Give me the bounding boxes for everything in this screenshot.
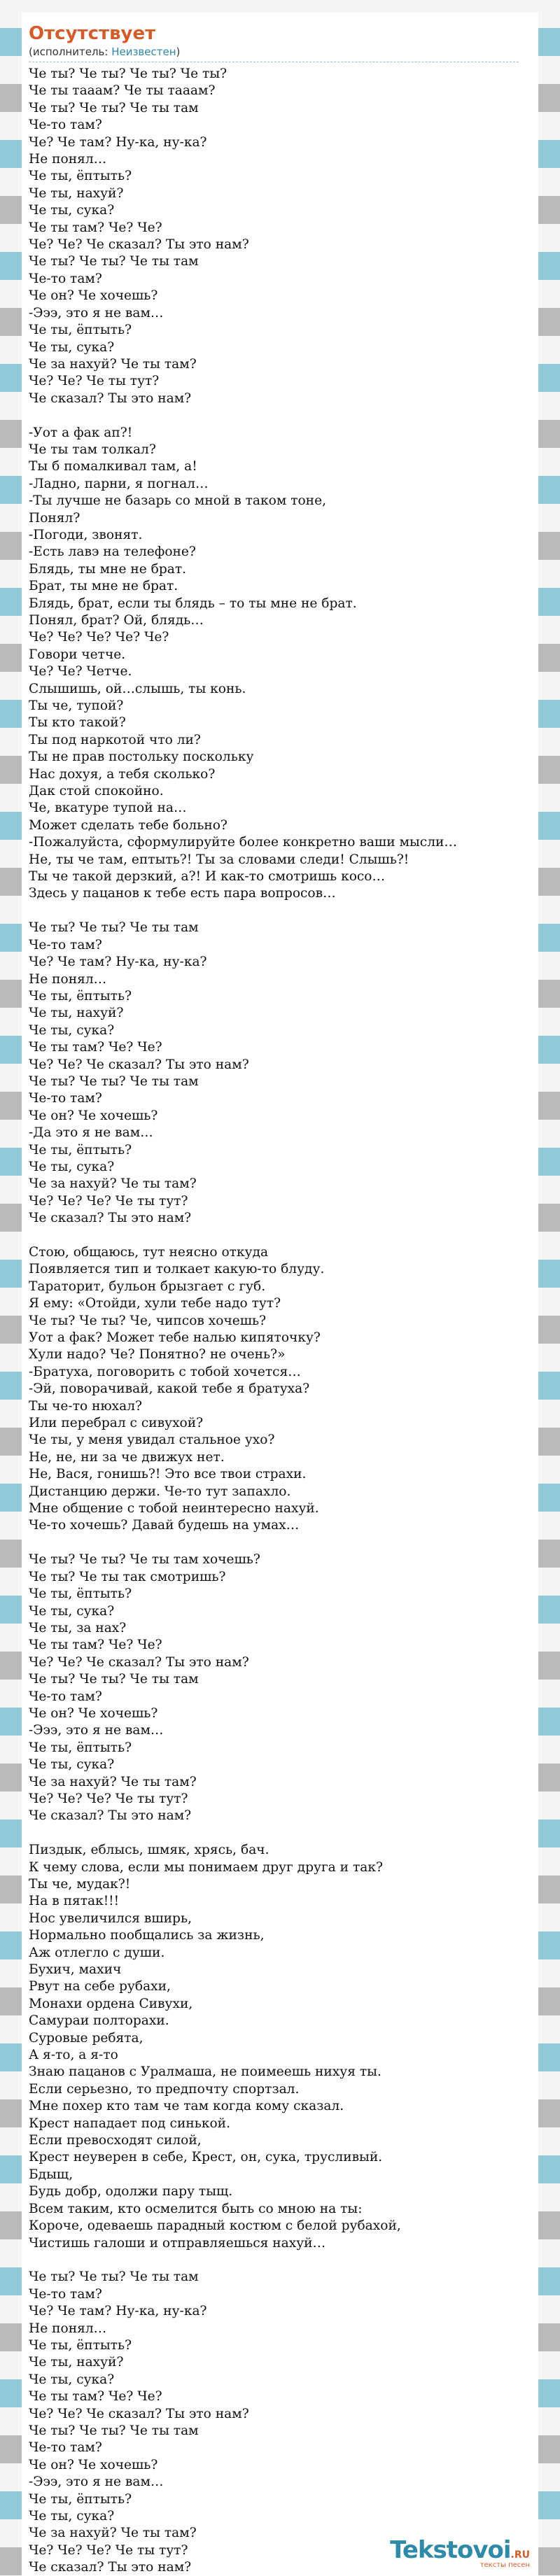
- lyrics-line: Че сказал? Ты это нам?: [29, 1211, 192, 1226]
- lyrics-line: Хули надо? Че? Понятно? не очень?»: [29, 1347, 286, 1363]
- lyrics-line: Че? Че? Че ты тут?: [29, 374, 160, 389]
- lyrics-line: Дак стой спокойно.: [29, 784, 164, 799]
- lyrics-line: Че он? Че хочешь?: [29, 1108, 158, 1123]
- artist-link[interactable]: Неизвестен: [111, 45, 176, 58]
- lyrics-line: Не, Вася, гонишь?! Это все твои страхи.: [29, 1467, 307, 1482]
- lyrics-line: Ты не прав постольку поскольку: [29, 749, 254, 765]
- lyrics-line: Аж отлегло с души.: [29, 1945, 165, 1960]
- lyrics-line: Че ты? Че ты? Че ты там: [29, 2423, 199, 2438]
- lyrics-line: Рвут на себе рубахи,: [29, 1979, 171, 1994]
- lyrics-line: Че ты там? Че? Че?: [29, 2389, 162, 2405]
- lyrics-line: Че ты? Че ты? Че ты? Че ты?: [29, 66, 227, 81]
- lyrics-line: Че ты? Че ты? Че ты там: [29, 1672, 199, 1687]
- lyrics-line: Или перебрал с сивухой?: [29, 1416, 204, 1431]
- lyrics-line: -Братуха, поговорить с тобой хочется…: [29, 1364, 301, 1379]
- lyrics-line: Че ты, сука?: [29, 2372, 115, 2387]
- lyrics-line: Не, ты че там, ептыть?! Ты за словами следи! Слышь?!: [29, 852, 410, 867]
- lyrics-line: Че? Че? Че сказал? Ты это нам?: [29, 237, 249, 253]
- lyrics-stanza: [29, 1551, 531, 1825]
- lyrics-line: Че? Че? Че? Че ты тут?: [29, 2542, 188, 2558]
- logo-domain: .RU: [510, 2549, 530, 2561]
- lyrics-line: Че ты, сука?: [29, 339, 115, 355]
- lyrics-line: Че он? Че хочешь?: [29, 288, 158, 304]
- lyrics-line: Всем таким, кто осмелится быть со мною на ты:: [29, 2201, 363, 2216]
- lyrics-line: Понял?: [29, 510, 80, 526]
- lyrics-line: Крест нападает под синькой.: [29, 2116, 230, 2131]
- lyrics-line: Че-то там?: [29, 1091, 102, 1106]
- lyrics-line: Ты че-то нюхал?: [29, 1398, 143, 1414]
- lyrics-line: Ты под наркотой что ли?: [29, 732, 201, 747]
- lyrics-line: -Эээ, это я не вам…: [29, 305, 164, 321]
- lyrics-line: Че сказал? Ты это нам?: [29, 1808, 192, 1824]
- lyrics-line: Че ты, ёптыть?: [29, 2491, 132, 2507]
- lyrics-line: Че? Че там? Ну-ка, ну-ка?: [29, 955, 207, 970]
- lyrics-line: Че сказал? Ты это нам?: [29, 390, 192, 406]
- lyrics-line: Че-то хочешь? Давай будешь на умах…: [29, 1518, 300, 1533]
- lyrics-line: Нос увеличился вширь,: [29, 1910, 192, 1926]
- lyrics-line: Че ты, ёптыть?: [29, 323, 132, 338]
- lyrics-line: Может сделать тебе больно?: [29, 817, 227, 833]
- lyrics-line: Че? Че там? Ну-ка, ну-ка?: [29, 2304, 207, 2319]
- lyrics-line: Бухич, махич: [29, 1962, 122, 1978]
- lyrics-line: Че ты, ёптыть?: [29, 1740, 132, 1755]
- lyrics-line: Че ты, у меня увидал стальное ухо?: [29, 1433, 275, 1448]
- lyrics-line: Че ты, сука?: [29, 2509, 115, 2524]
- lyrics-line: Стою, общаюсь, тут неясно откуда: [29, 1244, 269, 1260]
- lyrics-line: Че сказал? Ты это нам?: [29, 2560, 192, 2575]
- logo-text: Tekstovoi: [390, 2536, 511, 2564]
- lyrics-line: Че ты? Че ты? Че, чипсов хочешь?: [29, 1313, 267, 1328]
- lyrics-line: Блядь, ты мне не брат.: [29, 561, 187, 577]
- logo-tagline: тексты песен: [479, 2561, 530, 2569]
- lyrics-line: Появляется тип и толкает какую-то блуду.: [29, 1262, 325, 1277]
- lyrics-line: А я-то, а я-то: [29, 2048, 118, 2063]
- lyrics-line: Че за нахуй? Че ты там?: [29, 1176, 197, 1192]
- lyrics-line: -Ты лучше не базарь со мной в таком тоне,: [29, 493, 326, 509]
- lyrics-line: Если серьезно, то предпочту спортзал.: [29, 2081, 300, 2097]
- lyrics-line: Че ты, ёптыть?: [29, 1142, 132, 1157]
- lyrics-stanza: [29, 920, 531, 1227]
- lyrics-stanza: [29, 2269, 531, 2576]
- lyrics-line: Че, вкатуре тупой на…: [29, 801, 187, 816]
- lyrics-line: Че ты там? Че? Че?: [29, 1638, 162, 1653]
- lyrics-line: Че ты, ёптыть?: [29, 1586, 132, 1602]
- lyrics-line: Мне общение с тобой неинтересно нахуй.: [29, 1501, 319, 1516]
- lyrics-line: Че? Че? Че? Че ты тут?: [29, 1791, 188, 1806]
- lyrics-line: Че ты? Че ты? Че ты там: [29, 2269, 199, 2285]
- lyrics-line: Понял, брат? Ой, блядь…: [29, 612, 204, 628]
- lyrics-line: Будь добр, одолжи пару тыщ.: [29, 2184, 233, 2200]
- lyrics-line: Че ты, сука?: [29, 1022, 115, 1038]
- lyrics-line: Я ему: «Отойди, хули тебе надо тут?: [29, 1296, 281, 1311]
- lyrics-line: Че-то там?: [29, 2440, 102, 2456]
- lyrics-line: Че ты там? Че? Че?: [29, 1040, 162, 1055]
- site-logo[interactable]: [390, 2536, 530, 2569]
- lyrics-line: Че? Че? Че? Че? Че?: [29, 630, 169, 645]
- lyrics-line: -Эй, поворачивай, какой тебе я братуха?: [29, 1381, 310, 1397]
- lyrics-line: Ты че, тупой?: [29, 698, 124, 714]
- lyrics-line: Че? Че там? Ну-ка, ну-ка?: [29, 134, 207, 150]
- lyrics-line: Ты че такой дерзкий, а?! И как-то смотришь косо…: [29, 869, 386, 885]
- lyrics-line: -Да это я не вам…: [29, 1125, 153, 1141]
- lyrics-line: Знаю пацанов с Уралмаша, не поимеешь нихуя ты.: [29, 2064, 382, 2080]
- lyrics-line: Говори четче.: [29, 647, 126, 662]
- lyrics-line: Чистишь галоши и отправляешься нахуй…: [29, 2235, 326, 2251]
- lyrics-page: [22, 13, 538, 2576]
- lyrics-line: Монахи ордена Сивухи,: [29, 1996, 193, 2011]
- song-subtitle: [29, 45, 519, 62]
- subtitle-prefix: (исполнитель:: [29, 45, 112, 58]
- lyrics-line: Ты б помалкивал там, а!: [29, 459, 197, 474]
- lyrics-line: Мне похер кто там че там когда кому сказал.: [29, 2099, 344, 2114]
- lyrics-line: Че ты тааам? Че ты тааам?: [29, 83, 216, 99]
- lyrics-line: Не понял…: [29, 152, 107, 167]
- lyrics-line: Дистанцию держи. Че-то тут запахло.: [29, 1484, 291, 1499]
- lyrics-line: Че он? Че хочешь?: [29, 1705, 158, 1721]
- lyrics-line: Че-то там?: [29, 1689, 102, 1704]
- lyrics-line: Че за нахуй? Че ты там?: [29, 2526, 197, 2541]
- lyrics-line: Че? Че? Че сказал? Ты это нам?: [29, 1057, 249, 1072]
- lyrics-line: -Уот а фак ап?!: [29, 425, 133, 440]
- lyrics-line: Че ты, сука?: [29, 1603, 115, 1619]
- lyrics-line: Самураи полторахи.: [29, 2013, 169, 2029]
- lyrics-line: К чему слова, если мы понимаем друг друга и так?: [29, 1859, 383, 1875]
- lyrics-stanza: [29, 425, 531, 903]
- lyrics-line: Че ты, нахуй?: [29, 185, 124, 201]
- lyrics-line: -Пожалуйста, сформулируйте более конкретно ваши мысли…: [29, 835, 457, 850]
- lyrics-line: Че ты, сука?: [29, 203, 115, 218]
- lyrics-line: Че ты, за нах?: [29, 1620, 127, 1635]
- lyrics-line: Крест неуверен в себе, Крест, он, сука, трусливый.: [29, 2150, 383, 2165]
- song-header: [22, 13, 538, 62]
- lyrics-line: Че ты, ёптыть?: [29, 169, 132, 184]
- lyrics-line: -Эээ, это я не вам…: [29, 1723, 164, 1738]
- lyrics-line: Не понял…: [29, 971, 107, 987]
- lyrics-stanza: [29, 66, 531, 407]
- lyrics-line: Че ты? Че ты? Че ты там: [29, 100, 199, 115]
- lyrics-line: Че ты? Че ты? Че ты там хочешь?: [29, 1552, 260, 1568]
- lyrics-line: -Ладно, парни, я погнал…: [29, 476, 209, 491]
- lyrics-line: Бдыщ,: [29, 2167, 74, 2182]
- lyrics-line: Че? Че? Че сказал? Ты это нам?: [29, 1654, 249, 1670]
- lyrics-line: На в пятак!!!: [29, 1894, 120, 1909]
- subtitle-suffix: ): [176, 45, 181, 58]
- lyrics-line: Че ты, сука?: [29, 1159, 115, 1174]
- lyrics-line: Че ты? Че ты? Че ты там: [29, 254, 199, 269]
- lyrics-line: Не понял…: [29, 2321, 107, 2336]
- lyrics-line: -Есть лавэ на телефоне?: [29, 544, 196, 560]
- lyrics-line: Нас дохуя, а тебя сколько?: [29, 766, 216, 782]
- lyrics-line: Че ты там толкал?: [29, 442, 156, 457]
- lyrics-line: -Эээ, это я не вам…: [29, 2475, 164, 2490]
- lyrics-line: Уот а фак? Может тебе налью кипяточку?: [29, 1330, 321, 1346]
- lyrics-line: Че за нахуй? Че ты там?: [29, 356, 197, 372]
- lyrics-line: Че ты? Че ты? Че ты там: [29, 1074, 199, 1089]
- lyrics-line: Че ты, ёптыть?: [29, 988, 132, 1004]
- lyrics-line: Че-то там?: [29, 118, 102, 133]
- song-title: Отсутствует: [29, 23, 156, 44]
- lyrics-stanza: [29, 1842, 531, 2252]
- lyrics-line: Тараторит, бульон брызгает с губ.: [29, 1279, 266, 1294]
- lyrics-line: Че? Че? Че? Че ты тут?: [29, 1193, 188, 1209]
- lyrics-line: Че ты? Че ты так смотришь?: [29, 1569, 226, 1584]
- lyrics-line: Че-то там?: [29, 2286, 102, 2302]
- lyrics-line: Че-то там?: [29, 271, 102, 286]
- lyrics-line: -Погоди, звонят.: [29, 527, 143, 542]
- lyrics-line: Ты кто такой?: [29, 715, 126, 731]
- lyrics-line: Нормально пообщались за жизнь,: [29, 1928, 265, 1943]
- lyrics-line: Че ты, нахуй?: [29, 2355, 124, 2370]
- lyrics-line: Че ты? Че ты? Че ты там: [29, 920, 199, 936]
- lyrics-line: Че? Че? Че сказал? Ты это нам?: [29, 2406, 249, 2421]
- lyrics-line: Че-то там?: [29, 937, 102, 952]
- lyrics-line: Здесь у пацанов к тебе есть пара вопросов…: [29, 886, 336, 901]
- lyrics-line: Че ты, ёптыть?: [29, 2337, 132, 2353]
- lyrics-line: Не, не, ни за че движух нет.: [29, 1449, 225, 1465]
- lyrics-line: Пиздык, еблысь, шмяк, хрясь, бач.: [29, 1843, 270, 1858]
- lyrics-line: Ты че, мудак?!: [29, 1876, 131, 1892]
- lyrics-line: Если превосходят силой,: [29, 2133, 202, 2148]
- lyrics-line: Че он? Че хочешь?: [29, 2457, 158, 2472]
- lyrics-body: [22, 62, 538, 2576]
- lyrics-line: Че? Че? Четче.: [29, 664, 132, 680]
- lyrics-line: Че за нахуй? Че ты там?: [29, 1774, 197, 1789]
- lyrics-line: Брат, ты мне не брат.: [29, 579, 178, 594]
- lyrics-line: Слышишь, ой…слышь, ты конь.: [29, 681, 246, 696]
- lyrics-line: Че ты, нахуй?: [29, 1006, 124, 1021]
- lyrics-line: Суровые ребята,: [29, 2030, 144, 2046]
- lyrics-stanza: [29, 1244, 531, 1535]
- lyrics-line: Че ты там? Че? Че?: [29, 220, 162, 235]
- lyrics-line: Че ты, сука?: [29, 1757, 115, 1773]
- lyrics-line: Блядь, брат, если ты блядь – то ты мне не брат.: [29, 596, 357, 611]
- lyrics-line: Короче, одеваешь парадный костюм с белой рубахой,: [29, 2218, 401, 2234]
